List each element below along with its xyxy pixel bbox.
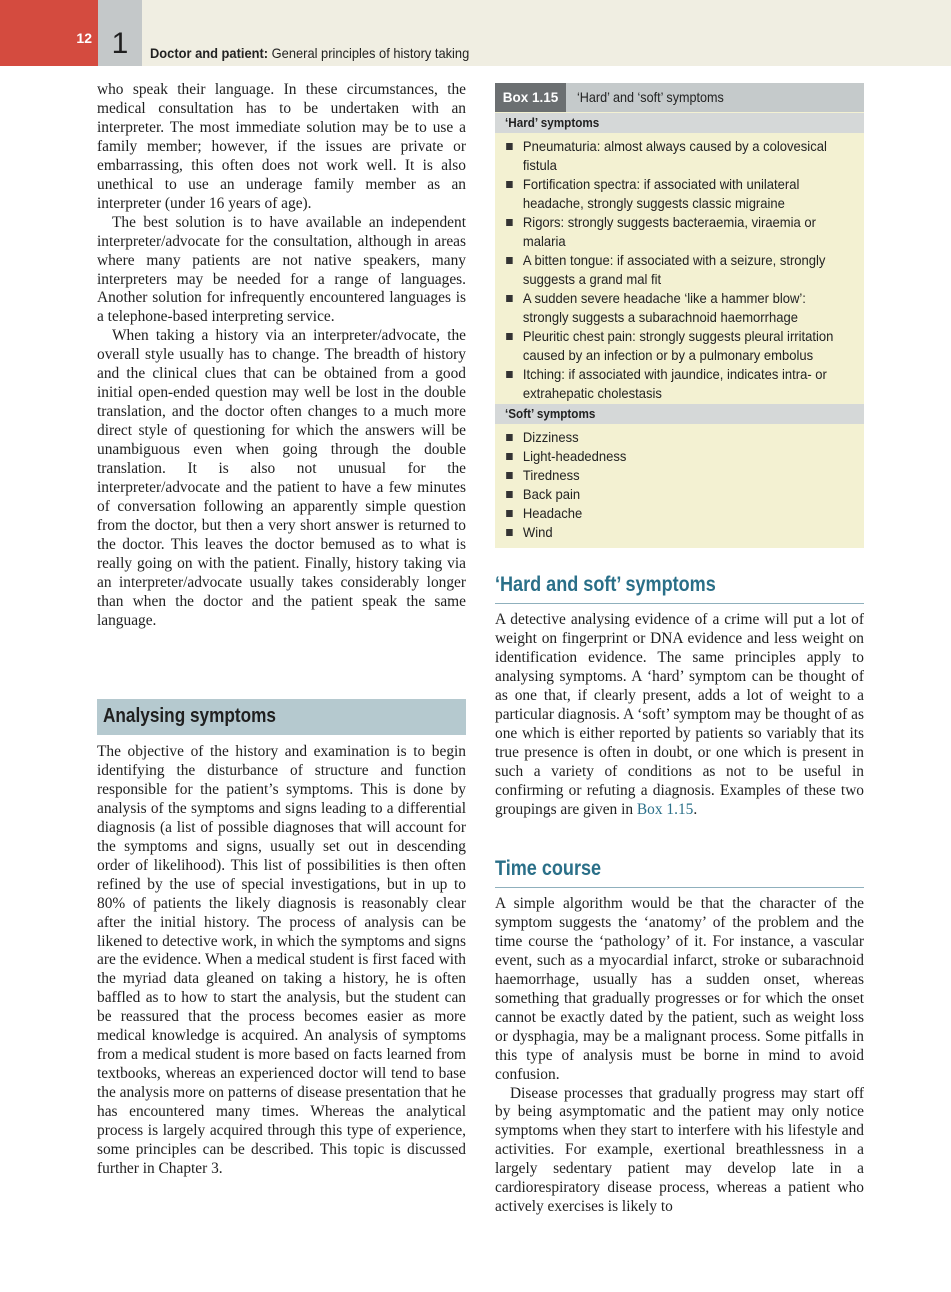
bullet-square-icon [506, 143, 513, 150]
box-list-item [495, 137, 860, 175]
running-title-rest: General principles of history taking [268, 45, 470, 61]
box-list-item-text: Back pain [522, 486, 581, 502]
bullet-square-icon [506, 181, 513, 188]
box-list-item [495, 485, 860, 504]
running-title-bold: Doctor and patient: [150, 45, 269, 61]
hard-symptoms-list [495, 137, 864, 403]
bullet-square-icon [506, 257, 513, 264]
box-subheading-text: ‘Hard’ symptoms [505, 115, 600, 130]
bullet-square-icon [506, 219, 513, 226]
box-list-item-text: Fortification spectra: if associated with unilateral headache, strongly suggests classic migraine [522, 176, 800, 211]
subheading-hard-soft: ‘Hard and soft’ symptoms [495, 573, 716, 596]
section-heading-bar [97, 699, 466, 735]
box-list-item [495, 466, 860, 485]
subheading-rule [495, 603, 864, 604]
box-list-item [495, 447, 860, 466]
body-paragraph: When taking a history via an interpreter/advocate, the overall style usually has to change. The breadth of history and the clinical clues that can be obtained from a good initial open-ended question may well be lost in the double translation, and the doctor often changes to a much more direct style of questioning for which the answers will be unambiguous even when going through the double translation. It is also not unusual for the interpreter/advocate and the patient to have a few minutes of conversation following an apparently simple question from the doctor, but then a very short answer is returned to the doctor. This leaves the doctor bemused as to what is really going on with the patient. Finally, history taking via an interpreter/advocate usually takes considerably longer than when the doctor and the patient speak the same language. [97, 327, 466, 629]
box-list-item [495, 523, 860, 542]
running-title [150, 45, 469, 61]
box-list-item-text: Pneumaturia: almost always caused by a colovesical fistula [522, 138, 827, 173]
bullet-square-icon [506, 434, 513, 441]
box-list-item-text: Light-headedness [522, 448, 627, 464]
box-title: ‘Hard’ and ‘soft’ symptoms [577, 89, 724, 105]
box-list-item [495, 428, 860, 447]
left-column-text [97, 81, 466, 631]
chapter-number: 1 [111, 27, 129, 60]
bullet-square-icon [506, 333, 513, 340]
body-paragraph: A simple algorithm would be that the character of the symptom suggests the ‘anatomy’ of the problem and the time course the ‘pathology’ of it. For instance, a vascular event, such as a myocardial infarct, stroke or subarachnoid haemorrhage, usually has a sudden onset, whereas something that gradually progresses or for which the onset cannot be exactly dated by the patient, such as weight loss or dysphagia, may be a malignant process. Some pitfalls in this type of analysis must be borne in mind to avoid confusion. [495, 895, 864, 1083]
box-list-item [495, 175, 860, 213]
body-paragraph: The best solution is to have available an independent interpreter/advocate for the consultation, although in areas where many patients are not native speakers, many interpreters may be needed for a range of languages. Another solution for infrequently encountered languages is a telephone-based interpreting service. [97, 213, 466, 326]
box-list-item-text: Rigors: strongly suggests bacteraemia, viraemia or malaria [522, 214, 816, 249]
subheading-time-course: Time course [495, 857, 602, 880]
box-header [495, 83, 864, 112]
box-list-item [495, 289, 860, 327]
analysing-text [97, 743, 466, 1179]
box-list-item [495, 213, 860, 251]
body-paragraph: Disease processes that gradually progress may start off by being asymptomatic and the patient may only notice symptoms when they start to interfere with his lifestyle and activities. For example, exertional breathlessness in a largely sedentary patient may develop late in a cardiorespiratory disease process, whereas a patient who actively exercises is likely to [495, 1084, 864, 1216]
box-list-item [495, 365, 860, 403]
soft-symptoms-list [495, 428, 864, 542]
subheading-rule [495, 887, 864, 888]
box-1-15 [495, 83, 864, 548]
hard-soft-text [495, 611, 864, 819]
box-list-item [495, 251, 860, 289]
body-paragraph: The objective of the history and examination is to begin identifying the disturbance of structure and function responsible for the patient’s symptoms. This is done by analysis of the symptoms and signs leading to a differential diagnosis (a list of possible diagnoses that will account for the symptoms and signs, usually set out in descending order of likelihood). This list of possibilities is then often refined by the use of special investigations, but in up to 80% of patients the likely diagnosis is reasonably clear after the initial history. The process of analysis can be likened to detective work, in which the symptoms and signs are the evidence. When a medical student is first faced with the myriad data gleaned on taking a history, he is often baffled as to how to start the analysis, but the student can be reassured that the process becomes easier as more medical knowledge is acquired. An analysis of symptoms from a medical student is more based on facts learned from textbooks, whereas an experienced doctor will tend to base the analysis more on patterns of disease presentation that he has encountered many times. Whereas the analytical process is largely acquired through this type of experience, some principles can be described. This topic is discussed further in Chapter 3. [97, 743, 466, 1177]
box-list-item-text: A bitten tongue: if associated with a seizure, strongly suggests a grand mal fit [522, 252, 826, 287]
bullet-square-icon [506, 295, 513, 302]
bullet-square-icon [506, 371, 513, 378]
body-text: . [693, 800, 698, 818]
box-list-item-text: Tiredness [522, 467, 580, 483]
box-list-item-text: Wind [522, 524, 553, 540]
body-paragraph: who speak their language. In these circumstances, the medical consultation has to be undertaken with an interpreter. The most immediate solution may be to use a family member; however, if the issues are private or embarrassing, this often does not work well. It is also unethical to use an underage family member as an interpreter (under 16 years of age). [97, 81, 466, 212]
box-list-item-text: Pleuritic chest pain: strongly suggests pleural irritation caused by an infection or by a pulmonary embolus [522, 328, 834, 363]
box-list-item [495, 504, 860, 523]
box-reference-link[interactable]: Box 1.15 [636, 800, 694, 818]
box-list-item-text: Headache [522, 505, 583, 521]
body-paragraph [495, 611, 864, 819]
box-label: Box 1.15 [495, 83, 566, 112]
bullet-square-icon [506, 491, 513, 498]
bullet-square-icon [506, 529, 513, 536]
page-header [0, 0, 951, 66]
time-course-text [495, 895, 864, 1217]
box-subheading-soft [495, 404, 864, 424]
body-text: A detective analysing evidence of a crime will put a lot of weight on fingerprint or DNA evidence and less weight on identification evidence. The same principles apply to analysing symptoms. A ‘hard’ symptom can be thought of as one that, if clearly present, adds a lot of weight to a particular diagnosis. A ‘soft’ symptom may be thought of as one which is either reported by patients so variably that its true presence is often in doubt, or one which is present in such a variety of conditions as not to be useful in confirming or refuting a diagnosis. Examples of these two groupings are given in [495, 611, 864, 818]
box-list-item-text: Itching: if associated with jaundice, indicates intra- or extrahepatic cholestasis [522, 366, 827, 401]
box-list-item-text: Dizziness [522, 429, 579, 445]
box-list-item-text: A sudden severe headache ‘like a hammer blow’: strongly suggests a subarachnoid haemorrhage [522, 290, 806, 325]
box-list-item [495, 327, 860, 365]
section-heading: Analysing symptoms [103, 705, 277, 727]
box-subheading-text: ‘Soft’ symptoms [505, 406, 596, 421]
bullet-square-icon [506, 453, 513, 460]
bullet-square-icon [506, 510, 513, 517]
box-subheading-hard [495, 113, 864, 133]
bullet-square-icon [506, 472, 513, 479]
page-number: 12 [76, 30, 92, 46]
